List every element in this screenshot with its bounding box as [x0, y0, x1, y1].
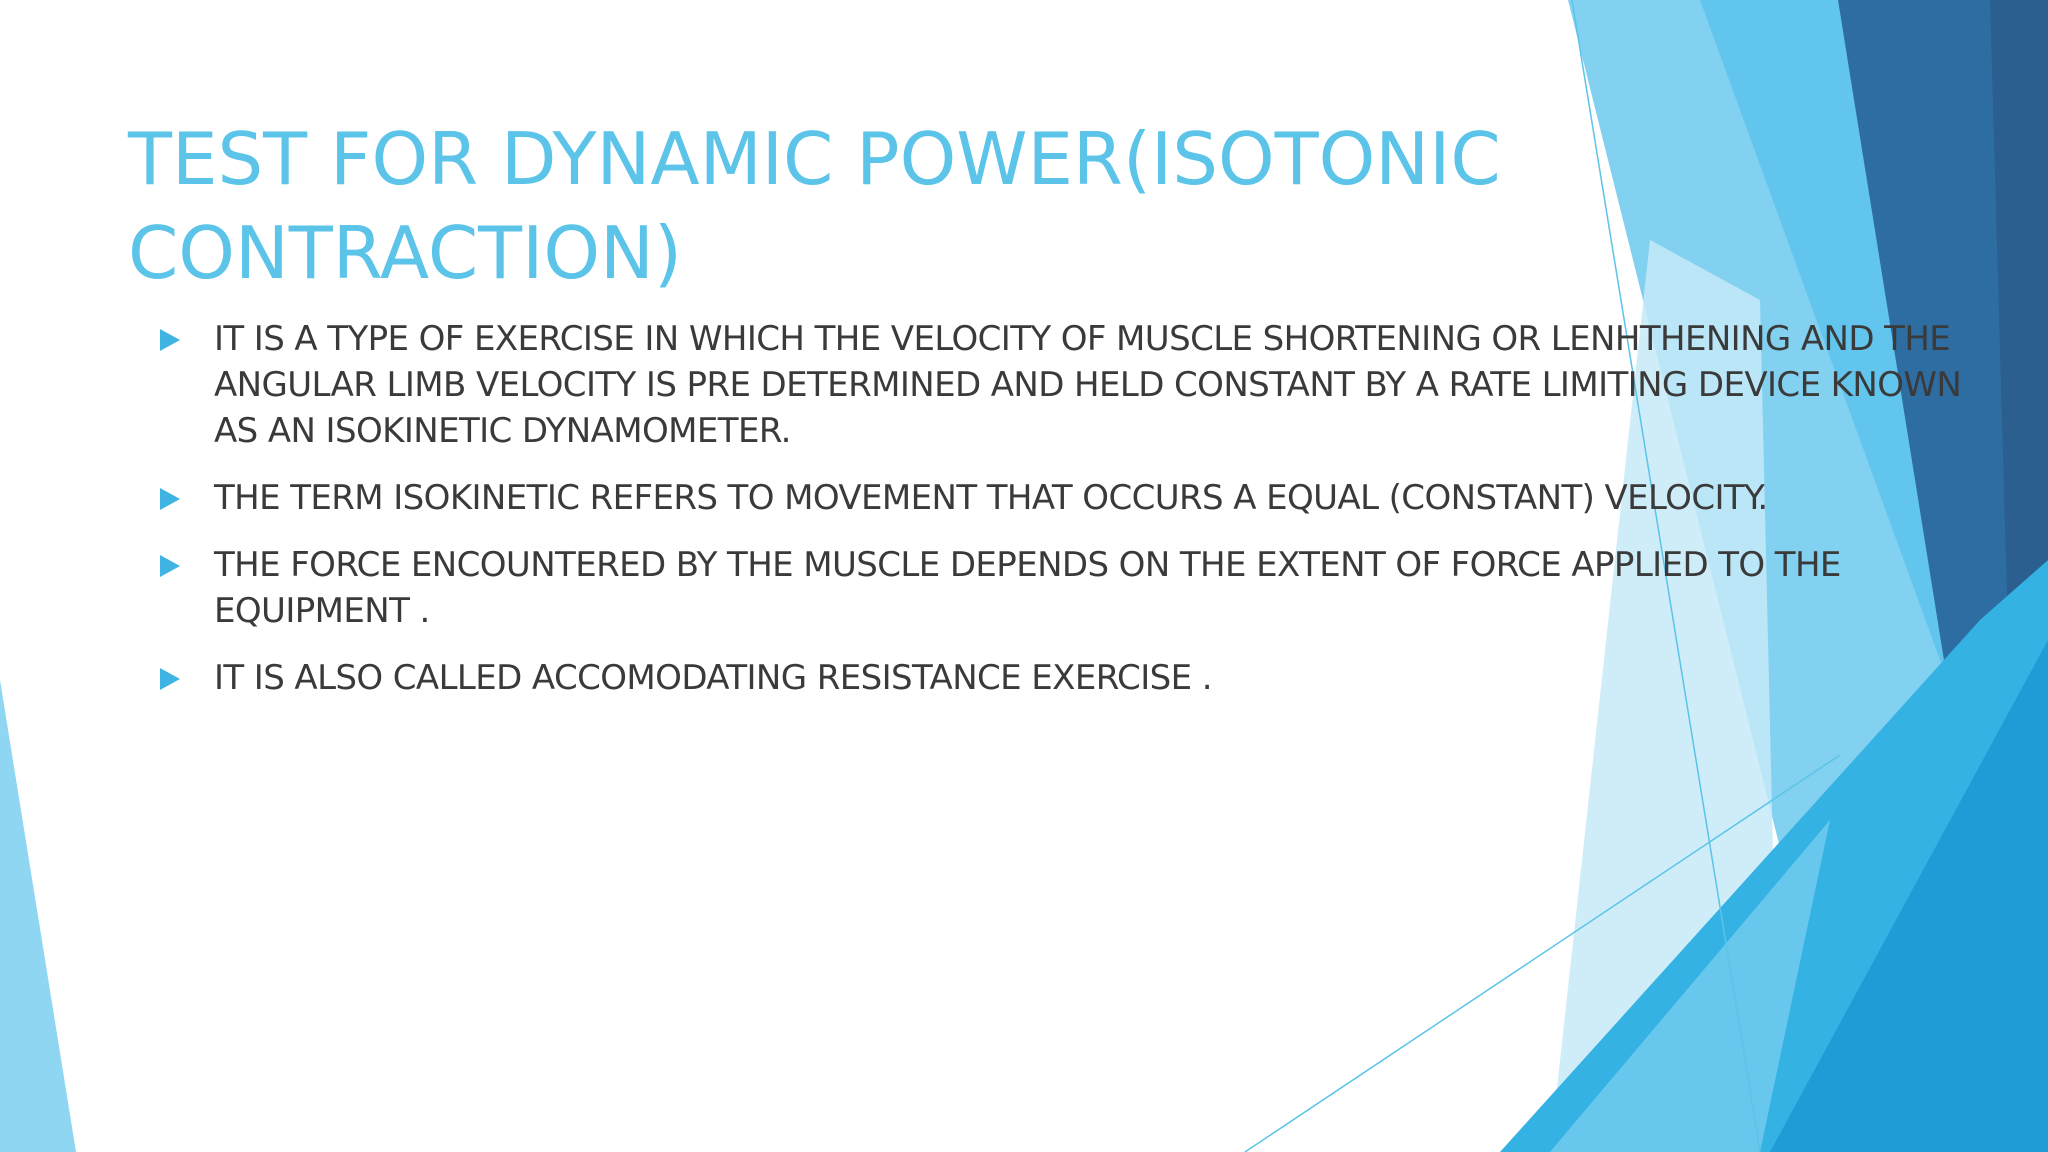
bullet-item — [158, 542, 1988, 634]
triangle-right-icon — [160, 668, 180, 690]
bullet-text: THE FORCE ENCOUNTERED BY THE MUSCLE DEPENDS ON THE EXTENT OF FORCE APPLIED TO THE EQUIPMENT . — [214, 545, 1841, 631]
triangle-right-icon — [160, 555, 180, 577]
bullet-text: THE TERM ISOKINETIC REFERS TO MOVEMENT THAT OCCURS A EQUAL (CONSTANT) VELOCITY. — [214, 478, 1768, 518]
bullet-list — [158, 316, 1988, 722]
bullet-item — [158, 316, 1988, 454]
triangle-right-icon — [160, 329, 180, 351]
bullet-text: IT IS A TYPE OF EXERCISE IN WHICH THE VELOCITY OF MUSCLE SHORTENING OR LENHTHENING AND THE ANGULAR LIMB VELOCITY IS PRE DETERMINED AND HELD CONSTANT BY A RATE LIMITING DEVICE KNOWN AS AN ISOKINETIC DYNAMOMETER. — [214, 319, 1962, 451]
bullet-text: IT IS ALSO CALLED ACCOMODATING RESISTANCE EXERCISE . — [214, 658, 1212, 698]
slide-title: TEST FOR DYNAMIC POWER(ISOTONIC CONTRACTION) — [128, 117, 1501, 295]
triangle-right-icon — [160, 488, 180, 510]
bullet-item — [158, 475, 1988, 521]
left-edge-shape — [0, 680, 76, 1152]
bullet-item — [158, 655, 1988, 701]
